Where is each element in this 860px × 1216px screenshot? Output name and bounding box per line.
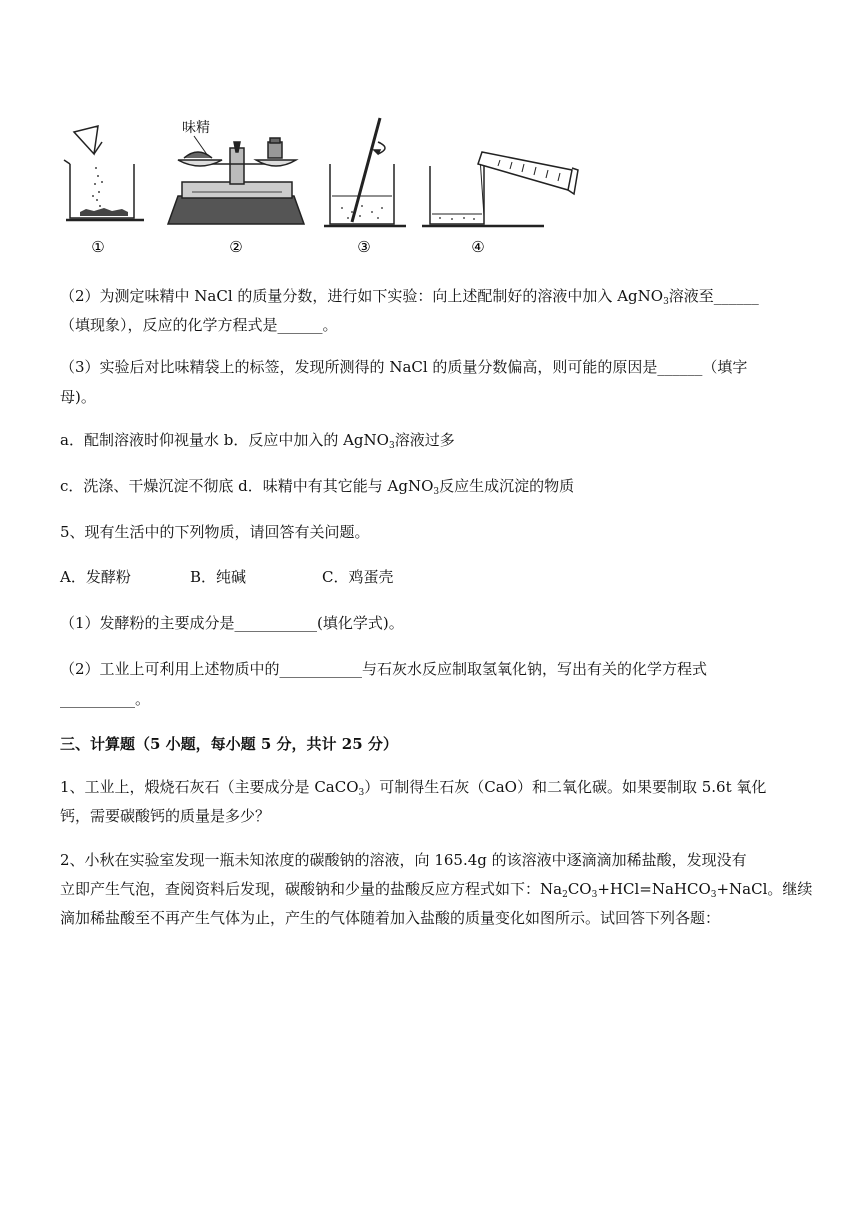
step3-stir-diagram [324, 118, 406, 226]
experiment-figure [60, 112, 600, 262]
q5-options [60, 563, 810, 592]
calc2-text-c: +HCl=NaHCO [597, 880, 711, 898]
calc1-text-a: 1、工业上，煅烧石灰石（主要成分是 CaCO [60, 778, 359, 796]
q5-title: 5、现有生活中的下列物质，请回答有关问题。 [60, 523, 370, 541]
q3-line1: （3）实验后对比味精袋上的标签，发现所测得的 NaCl 的质量分数偏高，则可能的原因是______（填字 [60, 358, 748, 376]
q5-sub2-line2: __________。 [60, 690, 151, 708]
q5-option-c: C．鸡蛋壳 [322, 568, 394, 586]
calc1-text-b: ）可制得生石灰（CaO）和二氧化碳。如果要制取 5.6t 氧化 [364, 778, 767, 796]
calc2-text-d: +NaCl。继续 [716, 880, 813, 898]
option-a-b [60, 426, 810, 455]
step2-label: ② [229, 238, 243, 256]
calc2-line3: 滴加稀盐酸至不再产生气体为止，产生的气体随着加入盐酸的质量变化如图所示。试回答下列各题： [60, 909, 721, 927]
q2-subscript: 3 [663, 297, 669, 307]
q5-sub1: （1）发酵粉的主要成分是___________(填化学式)。 [60, 614, 404, 632]
calc2-line1: 2、小秋在实验室发现一瓶未知浓度的碳酸钠的溶液，向 165.4g 的该溶液中逐滴滴加稀盐酸，发现没有 [60, 851, 747, 869]
step1-label: ① [91, 238, 105, 256]
q3-line2: 母)。 [60, 388, 96, 406]
option-cd-subscript: 3 [433, 487, 440, 497]
calc2-sub1: 2 [562, 890, 568, 900]
calc1-line1 [60, 773, 810, 802]
msg-label: 味精 [182, 120, 210, 136]
q5-option-a: A．发酵粉 [60, 568, 131, 586]
step1-dissolve-diagram [64, 126, 144, 220]
q2-text-a: （2）为测定味精中 NaCl 的质量分数，进行如下实验：向上述配制好的溶液中加入 AgNO [60, 287, 664, 305]
calc2-text-b: CO [567, 880, 592, 898]
calc1-subscript: 3 [358, 788, 365, 798]
q2-line1 [60, 282, 810, 311]
step4-label: ④ [471, 238, 485, 256]
option-cd-text-b: 反应生成沉淀的物质 [439, 477, 575, 495]
step2-balance-diagram [168, 119, 304, 224]
section-heading: 三、计算题（5 小题，每小题 5 分，共计 25 分） [60, 735, 398, 753]
step3-label: ③ [357, 238, 371, 256]
q5-sub2-line1: （2）工业上可利用上述物质中的___________与石灰水反应制取氢氧化钠，写出有关的化学方程式 [60, 660, 708, 678]
calc1-line2: 钙，需要碳酸钙的质量是多少？ [60, 807, 271, 825]
option-c-d [60, 472, 810, 501]
step4-pour-diagram [422, 152, 578, 226]
calc2-text-a: 立即产生气泡，查阅资料后发现，碳酸钠和少量的盐酸反应方程式如下：Na [60, 880, 563, 898]
q2-text-b: 溶液至______ [668, 287, 759, 305]
option-cd-text-a: c．洗涤、干燥沉淀不彻底 d．味精中有其它能与 AgNO [60, 477, 434, 495]
option-ab-subscript: 3 [388, 441, 395, 451]
q2-line2: （填现象），反应的化学方程式是______。 [60, 316, 338, 334]
q5-option-b: B．纯碱 [190, 568, 247, 586]
calc2-sub3: 3 [710, 890, 717, 900]
calc2-sub2: 3 [591, 890, 598, 900]
option-ab-text-b: 溶液过多 [394, 431, 455, 449]
option-ab-text-a: a．配制溶液时仰视量水 b．反应中加入的 AgNO [60, 431, 389, 449]
calc2-line2 [60, 875, 813, 904]
